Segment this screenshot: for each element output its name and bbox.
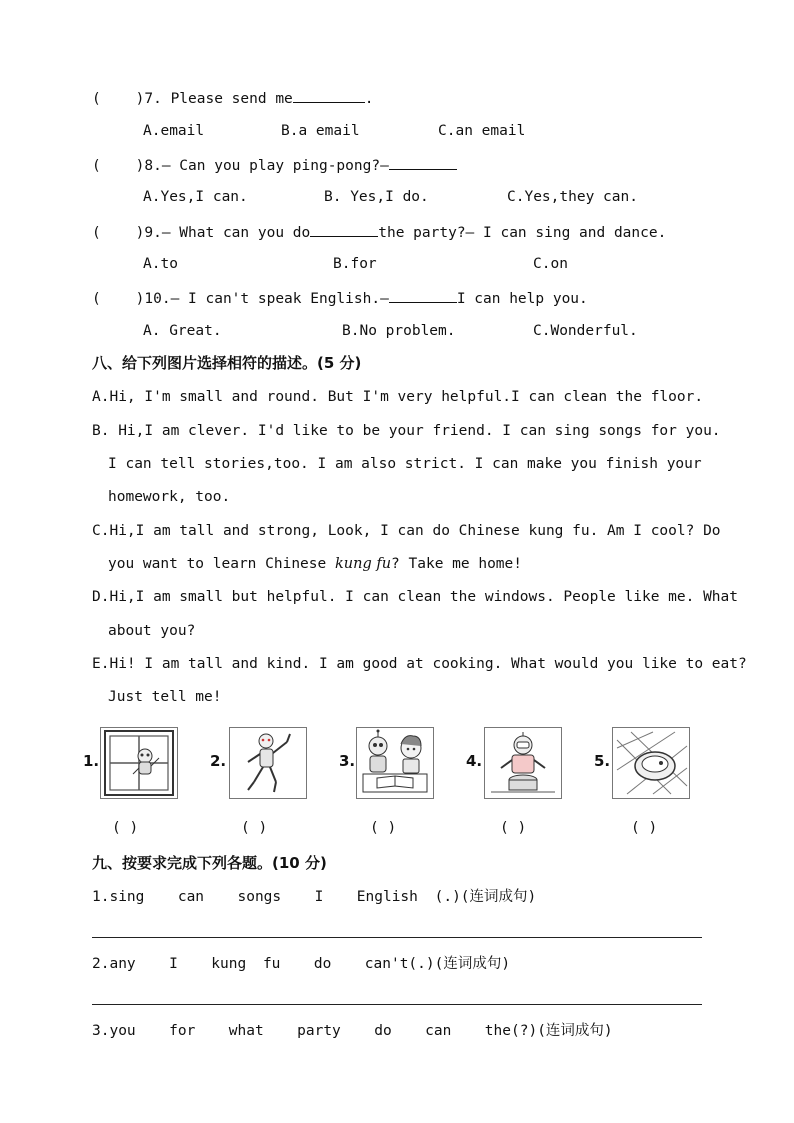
q9-option-c: C.on — [533, 256, 568, 272]
q8-option-a: A.Yes,I can. — [143, 189, 248, 205]
description-c-text: you want to learn Chinese — [108, 556, 335, 572]
answer-blank — [389, 154, 457, 170]
description-a: A.Hi, I'm small and round. But I'm very helpful.I can clean the floor. — [92, 389, 704, 405]
sentence-task-1: 1.sing can songs I English (.)(连词成句) — [92, 889, 537, 905]
description-d-line-2: about you? — [108, 623, 196, 639]
question-8 — [92, 154, 457, 176]
picture-number-4: 4. — [466, 752, 483, 770]
question-7-stem: ( )7. Please send me — [92, 91, 293, 107]
sentence-task-2: 2.any I kung fu do can't(.)(连词成句) — [92, 956, 511, 972]
description-b-line-3: homework, too. — [108, 489, 231, 505]
cooking-robot-icon — [484, 727, 562, 799]
description-b: B. Hi,I am clever. I'd like to be your friend. I can sing songs for you. — [92, 423, 721, 439]
q10-option-a: A. Great. — [143, 323, 222, 339]
section-8-heading: 八、给下列图片选择相符的描述。(5 分) — [92, 354, 362, 372]
study-robot-icon — [356, 727, 434, 799]
answer-blank — [293, 87, 365, 103]
picture-number-1: 1. — [83, 752, 100, 770]
description-d: D.Hi,I am small but helpful. I can clean the windows. People like me. What — [92, 589, 739, 605]
question-10-stem: ( )10.— I can't speak English.— — [92, 291, 389, 307]
section-9-heading: 九、按要求完成下列各题。(10 分) — [92, 854, 327, 872]
q7-option-a: A.email — [143, 123, 205, 139]
answer-blank-5[interactable]: ( ) — [631, 820, 658, 836]
answer-blank — [389, 287, 457, 303]
q9-option-b: B.for — [333, 256, 377, 272]
picture-number-2: 2. — [210, 752, 227, 770]
q10-option-b: B.No problem. — [342, 323, 456, 339]
answer-line-1[interactable] — [92, 937, 702, 938]
answer-blank — [310, 221, 378, 237]
answer-blank-1[interactable]: ( ) — [112, 820, 139, 836]
description-c-line-2 — [108, 554, 522, 574]
q10-option-c: C.Wonderful. — [533, 323, 638, 339]
floor-cleaning-robot-icon — [612, 727, 690, 799]
question-9-stem-end: the party?— I can sing and dance. — [378, 225, 667, 241]
q7-option-c: C.an email — [438, 123, 526, 139]
question-8-stem: ( )8.— Can you play ping-pong?— — [92, 158, 389, 174]
description-b-line-2: I can tell stories,too. I am also strict. I can make you finish your — [108, 456, 702, 472]
q9-option-a: A.to — [143, 256, 178, 272]
question-10-stem-end: I can help you. — [456, 291, 588, 307]
sentence-task-3: 3.you for what party do can the(?)(连词成句) — [92, 1023, 613, 1039]
question-9 — [92, 221, 666, 243]
description-e: E.Hi! I am tall and kind. I am good at cooking. What would you like to eat? — [92, 656, 747, 672]
question-9-stem: ( )9.— What can you do — [92, 225, 311, 241]
answer-blank-4[interactable]: ( ) — [500, 820, 527, 836]
question-10 — [92, 287, 588, 309]
answer-line-2[interactable] — [92, 1004, 702, 1005]
picture-number-5: 5. — [594, 752, 611, 770]
window-cleaning-robot-icon — [100, 727, 178, 799]
question-7-stem-end: . — [364, 91, 374, 107]
answer-blank-3[interactable]: ( ) — [370, 820, 397, 836]
description-e-line-2: Just tell me! — [108, 689, 222, 705]
kung-fu-italic: kung fu — [334, 556, 392, 572]
question-7 — [92, 87, 374, 109]
description-c-text-end: ? Take me home! — [391, 556, 522, 572]
answer-blank-2[interactable]: ( ) — [241, 820, 268, 836]
description-c: C.Hi,I am tall and strong, Look, I can do Chinese kung fu. Am I cool? Do — [92, 523, 721, 539]
kung-fu-robot-icon — [229, 727, 307, 799]
q7-option-b: B.a email — [281, 123, 360, 139]
q8-option-c: C.Yes,they can. — [507, 189, 638, 205]
q8-option-b: B. Yes,I do. — [324, 189, 429, 205]
picture-number-3: 3. — [339, 752, 356, 770]
